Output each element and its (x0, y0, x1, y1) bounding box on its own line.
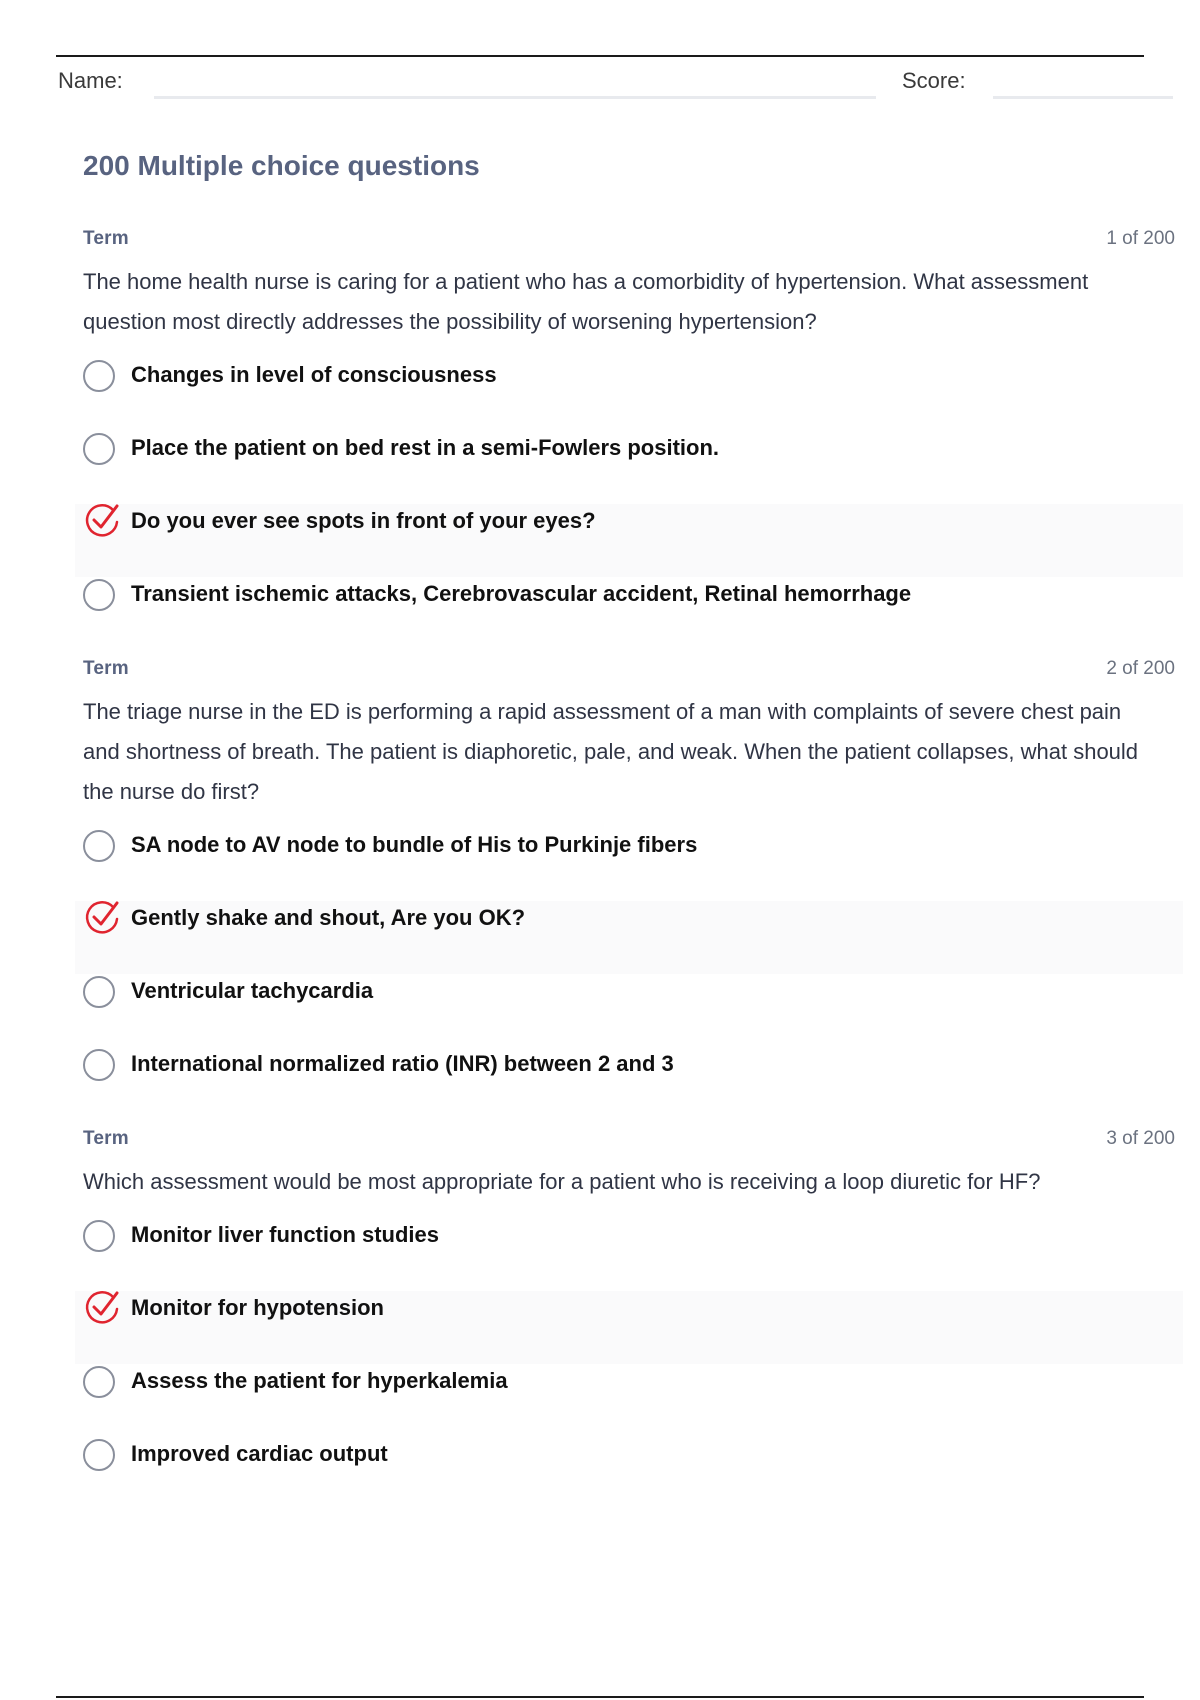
radio-circle-icon[interactable] (83, 1049, 115, 1081)
score-label: Score: (902, 68, 966, 93)
header-row (58, 64, 1178, 104)
question-header (83, 1128, 1175, 1158)
answer-option[interactable] (83, 358, 1175, 431)
top-rule (56, 55, 1144, 57)
question-text: The home health nurse is caring for a patient who has a comorbidity of hypertension. What assessment question most directly addresses the possibility of worsening hypertension? (83, 269, 1089, 334)
answer-option[interactable] (83, 1364, 1175, 1437)
answer-option[interactable] (83, 974, 1175, 1047)
answer-option-label: Assess the patient for hyperkalemia (131, 1368, 508, 1393)
answer-option-label: Gently shake and shout, Are you OK? (131, 905, 526, 930)
answer-option[interactable] (83, 577, 1175, 650)
red-check-circle-icon[interactable] (83, 1287, 123, 1327)
answer-option-label: Transient ischemic attacks, Cerebrovascular accident, Retinal hemorrhage (131, 581, 912, 606)
term-label: Term (83, 228, 129, 249)
radio-circle-icon[interactable] (83, 1439, 115, 1471)
answer-option[interactable] (75, 1291, 1183, 1364)
answer-option[interactable] (75, 901, 1183, 974)
radio-circle-icon[interactable] (83, 1220, 115, 1252)
term-label: Term (83, 1128, 129, 1149)
answer-option-label: SA node to AV node to bundle of His to Purkinje fibers (131, 832, 698, 857)
question-header (83, 228, 1175, 258)
options-list (83, 1218, 1175, 1510)
question-text: The triage nurse in the ED is performing a rapid assessment of a man with complaints of severe chest pain and shortness of breath. The patient is diaphoretic, pale, and weak. When the patient collapses, what should the nurse do first? (83, 699, 1139, 804)
radio-circle-icon[interactable] (83, 433, 115, 465)
answer-option[interactable] (83, 1218, 1175, 1291)
red-check-circle-icon[interactable] (83, 500, 123, 540)
radio-circle-icon[interactable] (83, 579, 115, 611)
radio-circle-icon[interactable] (83, 1366, 115, 1398)
term-label: Term (83, 658, 129, 679)
answer-option-label: Do you ever see spots in front of your eyes? (131, 508, 596, 533)
answer-option-label: Monitor liver function studies (131, 1222, 440, 1247)
radio-circle-icon[interactable] (83, 976, 115, 1008)
answer-option[interactable] (83, 1047, 1175, 1120)
answer-option-label: Monitor for hypotension (131, 1295, 384, 1320)
name-label: Name: (58, 68, 123, 93)
bottom-rule (56, 1696, 1144, 1698)
name-field[interactable] (154, 96, 876, 99)
answer-option-label: Improved cardiac output (131, 1441, 388, 1466)
score-field[interactable] (993, 96, 1173, 99)
answer-option-label: International normalized ratio (INR) between 2 and 3 (131, 1051, 674, 1076)
question-text: Which assessment would be most appropriate for a patient who is receiving a loop diuretic for HF? (83, 1169, 1041, 1194)
answer-option[interactable] (75, 504, 1183, 577)
question-header (83, 658, 1175, 688)
radio-circle-icon[interactable] (83, 360, 115, 392)
red-check-circle-icon[interactable] (83, 897, 123, 937)
set-title: 200 Multiple choice questions (83, 150, 480, 181)
question-counter: 3 of 200 (1106, 1128, 1175, 1149)
question-counter: 1 of 200 (1106, 228, 1175, 249)
question-card (83, 228, 1175, 650)
answer-option[interactable] (83, 431, 1175, 504)
answer-option[interactable] (83, 1437, 1175, 1510)
options-list (83, 828, 1175, 1120)
answer-option[interactable] (83, 828, 1175, 901)
options-list (83, 358, 1175, 650)
question-card (83, 658, 1175, 1120)
question-counter: 2 of 200 (1106, 658, 1175, 679)
radio-circle-icon[interactable] (83, 830, 115, 862)
answer-option-label: Ventricular tachycardia (131, 978, 374, 1003)
answer-option-label: Changes in level of consciousness (131, 362, 497, 387)
answer-option-label: Place the patient on bed rest in a semi-Fowlers position. (131, 435, 720, 460)
question-card (83, 1128, 1175, 1510)
